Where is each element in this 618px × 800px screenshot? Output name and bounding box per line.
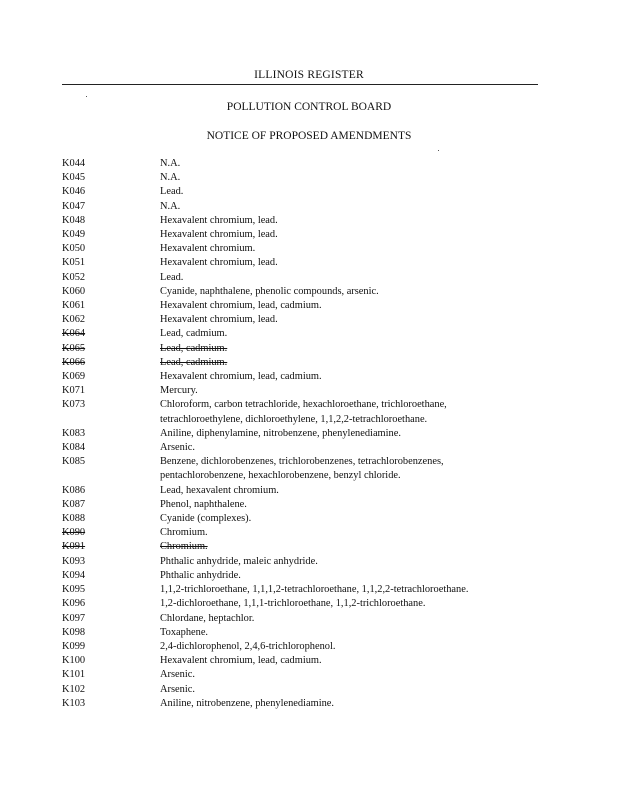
table-row xyxy=(62,484,542,498)
constituent-description: Lead. xyxy=(160,271,184,283)
board-title: POLLUTION CONTROL BOARD xyxy=(226,101,392,113)
table-row xyxy=(62,427,542,441)
constituent-description: Hexavalent chromium, lead. xyxy=(160,257,278,269)
table-row xyxy=(62,441,542,455)
waste-code: K069 xyxy=(62,371,86,383)
constituent-description: Mercury. xyxy=(160,385,198,397)
table-row xyxy=(62,327,542,341)
waste-code: K064 xyxy=(62,328,86,340)
table-row xyxy=(62,242,542,256)
table-row xyxy=(62,299,542,313)
waste-code: K101 xyxy=(62,669,86,681)
constituent-description: Chromium. xyxy=(160,541,208,553)
constituent-description: Phthalic anhydride, maleic anhydride. xyxy=(160,555,318,567)
constituent-description: Lead, hexavalent chromium. xyxy=(160,484,279,496)
register-title-text: ILLINOIS REGISTER xyxy=(246,69,372,81)
waste-code: K050 xyxy=(62,243,86,255)
waste-code-table xyxy=(62,157,542,711)
waste-code: K096 xyxy=(62,598,86,610)
table-row xyxy=(62,626,542,640)
constituent-description: Hexavalent chromium, lead, cadmium. xyxy=(160,300,322,312)
constituent-description: Hexavalent chromium, lead. xyxy=(160,314,278,326)
constituent-description: Chlordane, heptachlor. xyxy=(160,612,255,624)
constituent-description: Aniline, diphenylamine, nitrobenzene, phenylenediamine. xyxy=(160,427,401,439)
table-row xyxy=(62,200,542,214)
table-row xyxy=(62,640,542,654)
waste-code: K049 xyxy=(62,229,86,241)
table-row xyxy=(62,398,542,426)
waste-code: K071 xyxy=(62,385,86,397)
waste-code: K103 xyxy=(62,697,86,709)
constituent-description: Aniline, nitrobenzene, phenylenediamine. xyxy=(160,697,334,709)
constituent-description: Chloroform, carbon tetrachloride, hexachloroethane, trichloroethane, tetrachloroethylene, dichloroethylene, 1,1,2,2-tetrachloroethane. xyxy=(160,399,447,425)
constituent-description: 1,2-dichloroethane, 1,1,1-trichloroethane, 1,1,2-trichloroethane. xyxy=(160,598,426,610)
waste-code: K097 xyxy=(62,612,86,624)
table-row xyxy=(62,256,542,270)
waste-code: K098 xyxy=(62,626,86,638)
notice-title: NOTICE OF PROPOSED AMENDMENTS xyxy=(206,130,412,142)
constituent-description: Hexavalent chromium, lead, cadmium. xyxy=(160,371,322,383)
waste-code: K083 xyxy=(62,427,86,439)
constituent-description: Lead, cadmium. xyxy=(160,342,228,354)
table-row xyxy=(62,356,542,370)
waste-code: K046 xyxy=(62,186,86,198)
constituent-description: Hexavalent chromium, lead, cadmium. xyxy=(160,655,322,667)
waste-code: K100 xyxy=(62,655,86,667)
waste-code: K066 xyxy=(62,356,86,368)
table-row xyxy=(62,342,542,356)
waste-code: K084 xyxy=(62,442,86,454)
register-title xyxy=(0,69,618,81)
table-row xyxy=(62,569,542,583)
waste-code: K091 xyxy=(62,541,86,553)
constituent-description: 1,1,2-trichloroethane, 1,1,1,2-tetrachloroethane, 1,1,2,2-tetrachloroethane. xyxy=(160,584,469,596)
table-row xyxy=(62,526,542,540)
table-row xyxy=(62,271,542,285)
table-row xyxy=(62,455,542,483)
waste-code: K093 xyxy=(62,555,86,567)
waste-code: K086 xyxy=(62,484,86,496)
table-row xyxy=(62,683,542,697)
constituent-description: Lead, cadmium. xyxy=(160,356,228,368)
waste-code: K061 xyxy=(62,300,86,312)
table-row xyxy=(62,214,542,228)
waste-code: K044 xyxy=(62,158,86,169)
scan-speck xyxy=(438,150,439,151)
header-rule xyxy=(62,84,538,85)
table-row xyxy=(62,668,542,682)
scan-speck xyxy=(86,96,87,97)
waste-code: K087 xyxy=(62,498,86,510)
constituent-description: Arsenic. xyxy=(160,683,195,695)
waste-code: K045 xyxy=(62,172,86,184)
waste-code: K102 xyxy=(62,683,86,695)
table-row xyxy=(62,228,542,242)
waste-code: K047 xyxy=(62,200,86,212)
constituent-description: Phenol, naphthalene. xyxy=(160,498,247,510)
table-row xyxy=(62,313,542,327)
constituent-description: N.A. xyxy=(160,200,181,212)
table-row xyxy=(62,583,542,597)
constituent-description: Chromium. xyxy=(160,527,208,539)
constituent-description: Cyanide, naphthalene, phenolic compounds, arsenic. xyxy=(160,285,379,297)
constituent-description: Cyanide (complexes). xyxy=(160,513,252,525)
waste-code: K073 xyxy=(62,399,86,411)
constituent-description: Arsenic. xyxy=(160,669,195,681)
constituent-description: N.A. xyxy=(160,158,181,169)
table-row xyxy=(62,285,542,299)
table-row xyxy=(62,512,542,526)
waste-code: K060 xyxy=(62,285,86,297)
waste-code: K085 xyxy=(62,456,86,468)
waste-code: K095 xyxy=(62,584,86,596)
constituent-description: Hexavalent chromium, lead. xyxy=(160,214,278,226)
constituent-description: Hexavalent chromium, lead. xyxy=(160,229,278,241)
waste-code: K052 xyxy=(62,271,86,283)
table-row xyxy=(62,597,542,611)
table-row xyxy=(62,157,542,171)
constituent-description: Benzene, dichlorobenzenes, trichlorobenzenes, tetrachlorobenzenes, pentachlorobenzene, hexachlorobenzene, benzyl chloride. xyxy=(160,456,444,482)
waste-code: K094 xyxy=(62,569,86,581)
waste-code: K099 xyxy=(62,640,86,652)
table-row xyxy=(62,171,542,185)
table-row xyxy=(62,185,542,199)
table-row xyxy=(62,654,542,668)
waste-code: K048 xyxy=(62,214,86,226)
constituent-description: Toxaphene. xyxy=(160,626,209,638)
waste-code: K090 xyxy=(62,527,86,539)
waste-code: K088 xyxy=(62,513,86,525)
table-row xyxy=(62,555,542,569)
table-row xyxy=(62,540,542,554)
constituent-description: Hexavalent chromium. xyxy=(160,243,256,255)
constituent-description: Lead. xyxy=(160,186,184,198)
table-row xyxy=(62,370,542,384)
constituent-description: Lead, cadmium. xyxy=(160,328,228,340)
table-row xyxy=(62,612,542,626)
constituent-description: Phthalic anhydride. xyxy=(160,569,241,581)
table-row xyxy=(62,498,542,512)
waste-code: K062 xyxy=(62,314,86,326)
constituent-description: N.A. xyxy=(160,172,181,184)
constituent-description: 2,4-dichlorophenol, 2,4,6-trichlorophenol. xyxy=(160,640,336,652)
table-row xyxy=(62,697,542,711)
table-row xyxy=(62,384,542,398)
waste-code: K051 xyxy=(62,257,86,269)
waste-code: K065 xyxy=(62,342,86,354)
constituent-description: Arsenic. xyxy=(160,442,195,454)
